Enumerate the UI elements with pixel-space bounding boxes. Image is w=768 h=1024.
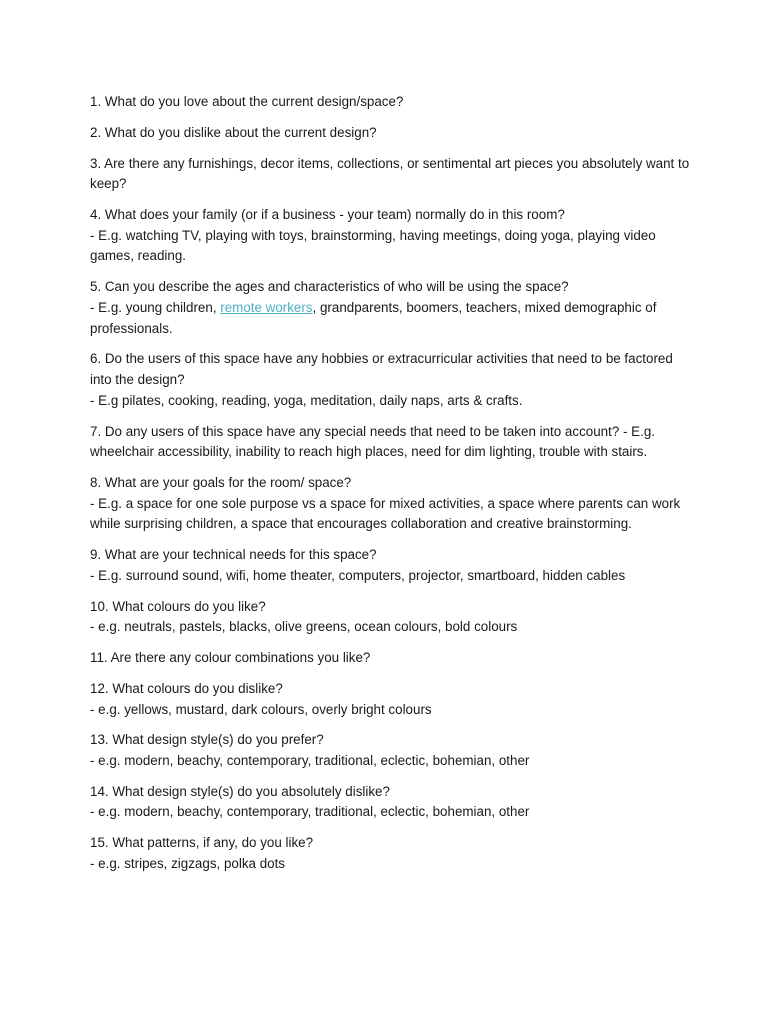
- question-example: - E.g. a space for one sole purpose vs a space for mixed activities, a space where parents can work while surprising children, a space that encourages collaboration and creative brainstorming.: [90, 495, 681, 532]
- question-11: [90, 648, 690, 669]
- question-text: 8. What are your goals for the room/ space?: [90, 474, 352, 490]
- question-8: [90, 473, 690, 535]
- question-example: - e.g. yellows, mustard, dark colours, overly bright colours: [90, 701, 432, 717]
- question-12: [90, 679, 690, 720]
- question-example: - e.g. modern, beachy, contemporary, traditional, eclectic, bohemian, other: [90, 804, 530, 820]
- question-text: 2. What do you dislike about the current design?: [90, 124, 377, 140]
- document-page: [90, 92, 690, 885]
- question-text: 14. What design style(s) do you absolutely dislike?: [90, 783, 390, 799]
- question-example: - e.g. stripes, zigzags, polka dots: [90, 855, 286, 871]
- question-4: [90, 205, 690, 267]
- question-15: [90, 833, 690, 874]
- question-1: [90, 92, 690, 113]
- question-13: [90, 730, 690, 771]
- question-text: 7. Do any users of this space have any special needs that need to be taken into account? - E.g. wheelchair accessibility, inability to reach high places, need for dim lighting, trouble with stairs.: [90, 423, 655, 460]
- question-example: - e.g. modern, beachy, contemporary, traditional, eclectic, bohemian, other: [90, 753, 530, 768]
- question-5: [90, 277, 690, 339]
- example-text-after: , grandparents, boomers, teachers, mixed demographic of professionals.: [90, 299, 657, 336]
- question-example: - E.g. watching TV, playing with toys, brainstorming, having meetings, doing yoga, playing video games, reading.: [90, 227, 656, 264]
- question-text: 6. Do the users of this space have any hobbies or extracurricular activities that need to be factored into the design?: [90, 351, 673, 388]
- question-text: 1. What do you love about the current design/space?: [90, 94, 404, 109]
- question-text: 9. What are your technical needs for this space?: [90, 547, 377, 563]
- question-text: 13. What design style(s) do you prefer?: [90, 732, 324, 748]
- question-text: 11. Are there any colour combinations you like?: [90, 650, 371, 666]
- question-2: [90, 123, 690, 144]
- question-14: [90, 782, 690, 823]
- question-text: 3. Are there any furnishings, decor items, collections, or sentimental art pieces you absolutely want to keep?: [90, 155, 690, 192]
- question-example: - E.g. surround sound, wifi, home theater, computers, projector, smartboard, hidden cables: [90, 567, 626, 583]
- question-text: 15. What patterns, if any, do you like?: [90, 835, 314, 851]
- question-7: [90, 422, 690, 463]
- question-text: 12. What colours do you dislike?: [90, 680, 283, 696]
- remote-workers-link[interactable]: remote workers: [220, 299, 313, 315]
- question-example: [90, 298, 690, 339]
- question-example: - E.g pilates, cooking, reading, yoga, meditation, daily naps, arts & crafts.: [90, 392, 523, 408]
- question-text: 4. What does your family (or if a business - your team) normally do in this room?: [90, 207, 565, 223]
- question-6: [90, 349, 690, 411]
- question-text: 5. Can you describe the ages and characteristics of who will be using the space?: [90, 279, 569, 295]
- question-10: [90, 597, 690, 638]
- question-example: - e.g. neutrals, pastels, blacks, olive greens, ocean colours, bold colours: [90, 619, 518, 635]
- question-9: [90, 545, 690, 586]
- question-text: 10. What colours do you like?: [90, 598, 266, 614]
- question-3: [90, 154, 690, 195]
- example-text-before: - E.g. young children,: [90, 299, 221, 315]
